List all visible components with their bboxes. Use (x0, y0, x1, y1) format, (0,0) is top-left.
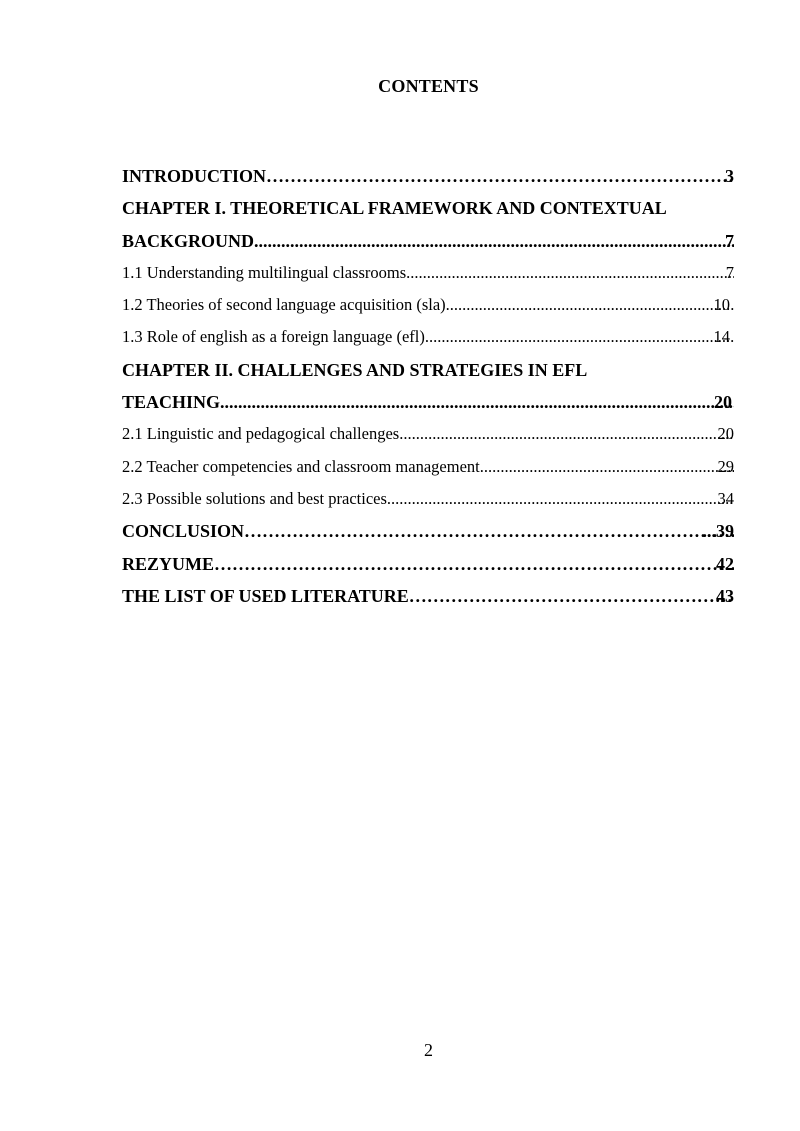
toc-entry-page: 34 (718, 483, 735, 515)
toc-entry-title: 2.1 Linguistic and pedagogical challenges ..... (122, 424, 734, 443)
toc-entry-title: CHAPTER I. THEORETICAL FRAMEWORK AND CONTEXTUAL (122, 198, 667, 219)
toc-entry-page: ...39 (703, 515, 735, 547)
toc-entry-conclusion[interactable] (122, 515, 734, 547)
toc-entry-2-2[interactable] (122, 451, 734, 483)
page-title: CONTENTS (378, 76, 479, 96)
toc-entry-page: 7 (726, 257, 734, 289)
toc-entry-title: CHAPTER II. CHALLENGES AND STRATEGIES IN EFL (122, 359, 588, 380)
toc-entry-chapter-1-line-2[interactable] (122, 225, 734, 257)
toc-entry-title: CONCLUSION ………………………………………………………………………………………………………………………… (122, 521, 734, 541)
toc-entry-page: 29 (718, 451, 735, 483)
table-of-contents (122, 160, 734, 612)
toc-entry-page: 20 (718, 418, 735, 450)
toc-entry-page: 14 (714, 321, 731, 353)
toc-entry-page: 42 (716, 548, 734, 580)
toc-entry-title: TEACHING ..... (122, 392, 734, 412)
toc-entry-2-1[interactable] (122, 418, 734, 450)
toc-entry-page: 10 (714, 289, 731, 321)
toc-entry-chapter-2-line-2[interactable] (122, 386, 734, 418)
toc-entry-title: INTRODUCTION ………………………………………………………………………………………………………………………… (122, 166, 734, 186)
toc-entry-chapter-1-line-1[interactable] (122, 192, 734, 224)
toc-entry-chapter-2-line-1[interactable] (122, 354, 734, 386)
toc-entry-page: 3 (725, 160, 734, 192)
toc-entry-1-3[interactable] (122, 321, 734, 353)
toc-entry-title: REZYUME ………………………………………………………………………………………………………………………… (122, 554, 734, 574)
toc-entry-introduction[interactable] (122, 160, 734, 192)
page-number: 2 (424, 1040, 433, 1060)
toc-entry-title: 1.1 Understanding multilingual classrooms ..... (122, 263, 734, 282)
toc-entry-page: 43 (716, 580, 734, 612)
toc-entry-2-3[interactable] (122, 483, 734, 515)
toc-entry-title: THE LIST OF USED LITERATURE ………………………………………………………………………………………………………………………… (122, 586, 734, 606)
toc-entry-1-2[interactable] (122, 289, 734, 321)
toc-entry-title: 1.2 Theories of second language acquisition (sla) ..... (122, 295, 734, 314)
toc-entry-rezyume[interactable] (122, 548, 734, 580)
toc-entry-page: 20 (714, 386, 732, 418)
toc-entry-title: 2.3 Possible solutions and best practices ..... (122, 489, 734, 508)
toc-entry-literature[interactable] (122, 580, 734, 612)
toc-entry-title: BACKGROUND ..... (122, 231, 734, 251)
toc-entry-title: 2.2 Teacher competencies and classroom management ..... (122, 457, 734, 476)
toc-entry-1-1[interactable] (122, 257, 734, 289)
toc-entry-page: 7 (725, 225, 734, 257)
toc-entry-title: 1.3 Role of english as a foreign language (efl) ..... (122, 327, 734, 346)
